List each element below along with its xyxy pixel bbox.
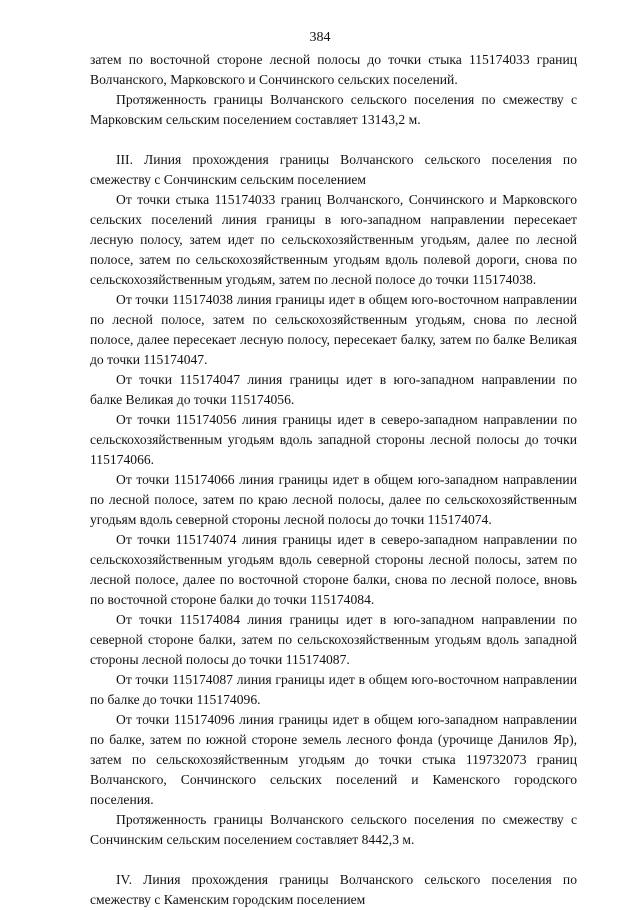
page-number: 384 bbox=[309, 30, 331, 45]
section-heading-iv: IV. Линия прохождения границы Волчанского сельского поселения по смежеству с Каменским городским поселением bbox=[90, 872, 577, 907]
paragraph: От точки 115174047 линия границы идет в юго-западном направлении по балке Великая до точки 115174056. bbox=[90, 372, 577, 407]
paragraph: От точки 115174087 линия границы идет в общем юго-восточном направлении по балке до точки 115174096. bbox=[90, 672, 577, 707]
section-heading-iii: III. Линия прохождения границы Волчанского сельского поселения по смежеству с Сончинским сельским поселением bbox=[90, 152, 577, 187]
paragraph: От точки 115174096 линия границы идет в общем юго-западном направлении по балке, затем по южной стороне земель лесного фонда (урочище Данилов Яр), затем по сельскохозяйственным угодьям до точки стыка 119732073 границ Волчанского, Сончинского сельских поселений и Каменского городского поселения. bbox=[90, 712, 577, 807]
paragraph: От точки 115174038 линия границы идет в общем юго-восточном направлении по лесной полосе, затем по сельскохозяйственным угодьям, снова по лесной полосе, далее пересекает лесную полосу, пересекает балку, затем по балке Великая до точки 115174047. bbox=[90, 292, 577, 367]
paragraph: От точки 115174074 линия границы идет в северо-западном направлении по сельскохозяйственным угодьям вдоль северной стороны лесной полосы, затем по лесной полосе, далее по восточной стороне балки, снова по лесной полосе, вновь по восточной стороне балки до точки 115174084. bbox=[90, 532, 577, 607]
paragraph: От точки стыка 115174033 границ Волчанского, Сончинского и Марковского сельских поселений линия границы в юго-западном направлении пересекает лесную полосу, затем идет по сельскохозяйственным угодьям, далее по лесной полосе, затем по сельскохозяйственным угодьям вдоль полевой дороги, снова по сельскохозяйственным угодьям, затем по лесной полосе до точки 115174038. bbox=[90, 192, 577, 287]
paragraph-length-sonchinskoe: Протяженность границы Волчанского сельского поселения по смежеству с Сончинским сельским поселением составляет 8442,3 м. bbox=[90, 812, 577, 847]
paragraph: От точки 115174056 линия границы идет в северо-западном направлении по сельскохозяйственным угодьям вдоль западной стороны лесной полосы до точки 115174066. bbox=[90, 412, 577, 467]
paragraph-length-markovskoe: Протяженность границы Волчанского сельского поселения по смежеству с Марковским сельским поселением составляет 13143,2 м. bbox=[90, 92, 577, 127]
document-body bbox=[90, 50, 577, 910]
paragraph: От точки 115174084 линия границы идет в юго-западном направлении по северной стороне балки, затем по сельскохозяйственным угодьям вдоль западной стороны лесной полосы до точки 115174087. bbox=[90, 612, 577, 667]
paragraph-continuation: затем по восточной стороне лесной полосы до точки стыка 115174033 границ Волчанского, Марковского и Сончинского сельских поселений. bbox=[90, 52, 577, 87]
paragraph: От точки 115174066 линия границы идет в общем юго-западном направлении по лесной полосе, затем по краю лесной полосы, далее по сельскохозяйственным угодьям вдоль северной стороны лесной полосы до точки 115174074. bbox=[90, 472, 577, 527]
